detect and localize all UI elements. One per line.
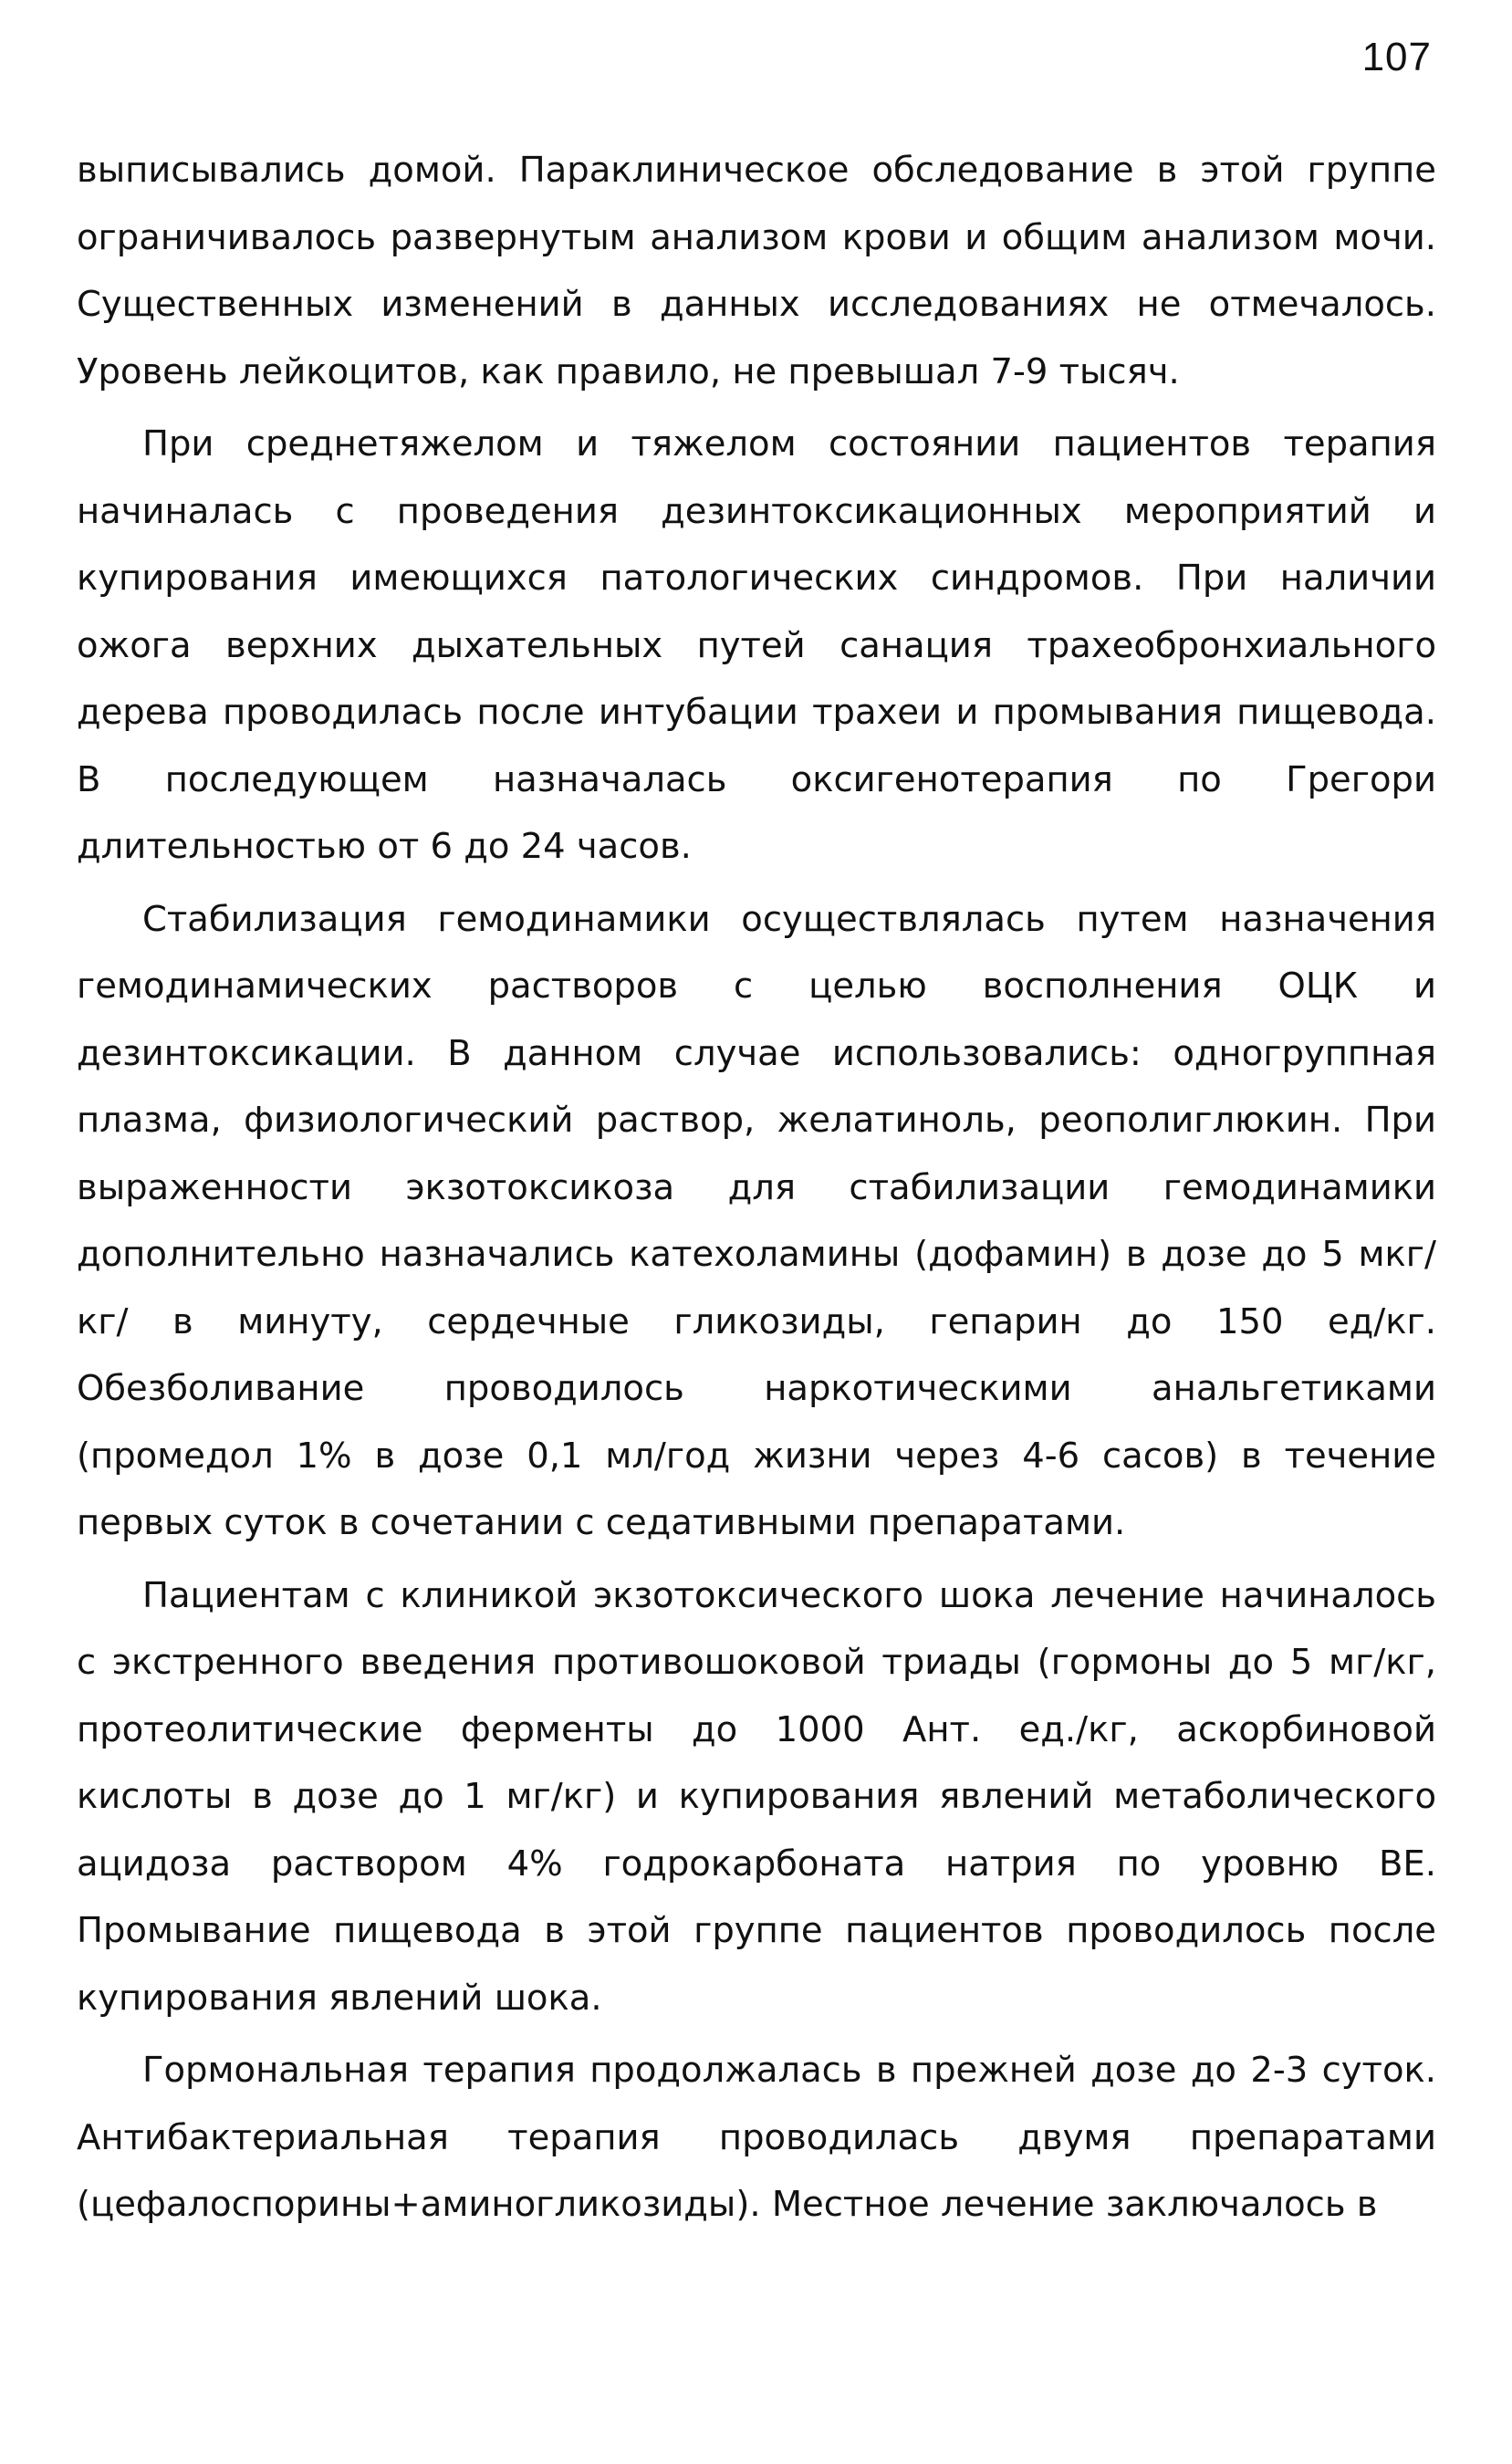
paragraph-hemodynamic-stabilization: Стабилизация гемодинамики осуществлялась путем назначения гемодинамических растворов с целью восполнения ОЦК и дезинтоксикации. В данном случае использовались: одногруппная плазма, физиологический раствор, желатиноль, реополиглюкин. При выраженности экзотоксикоза для стабилизации гемодинамики дополнительно назначались катехоламины (дофамин) в дозе до 5 мкг/кг/ в минуту, сердечные гликозиды, гепарин до 150 ед/кг. Обезболивание проводилось наркотическими анальгетиками (промедол 1% в дозе 0,1 мл/год жизни через 4-6 сасов) в течение первых суток в сочетании с седативными препаратами. xyxy=(77,898,1436,1543)
paragraph-severe-condition-therapy: При среднетяжелом и тяжелом состоянии пациентов терапия начиналась с проведения дезинтоксикационных мероприятий и купирования имеющихся патологических синдромов. При наличии ожога верхних дыхательных путей санация трахеобронхиального дерева проводилась после интубации трахеи и промывания пищевода. В последующем назначалась оксигенотерапия по Грегори длительностью от 6 до 24 часов. xyxy=(77,423,1436,867)
paragraph-continuation: выписывались домой. Параклиническое обследование в этой группе ограничивалось развернутым анализом крови и общим анализом мочи. Существенных изменений в данных исследованиях не отмечалось. Уровень лейкоцитов, как правило, не превышал 7-9 тысяч. xyxy=(77,150,1436,392)
body-text xyxy=(77,137,1436,2244)
paragraph-shock-treatment: Пациентам с клиникой экзотоксического шока лечение начиналось с экстренного введения противошоковой триады (гормоны до 5 мг/кг, протеолитические ферменты до 1000 Ант. ед./кг, аскорбиновой кислоты в дозе до 1 мг/кг) и купирования явлений метаболического ацидоза раствором 4% годрокарбоната натрия по уровню ВЕ. Промывание пищевода в этой группе пациентов проводилось после купирования явлений шока. xyxy=(77,1574,1436,2019)
page-number: 107 xyxy=(1361,35,1432,79)
paragraph-hormonal-therapy: Гормональная терапия продолжалась в прежней дозе до 2-3 суток. Антибактериальная терапия проводилась двумя препаратами (цефалоспорины+аминогликозиды). Местное лечение заключалось в xyxy=(77,2050,1436,2225)
